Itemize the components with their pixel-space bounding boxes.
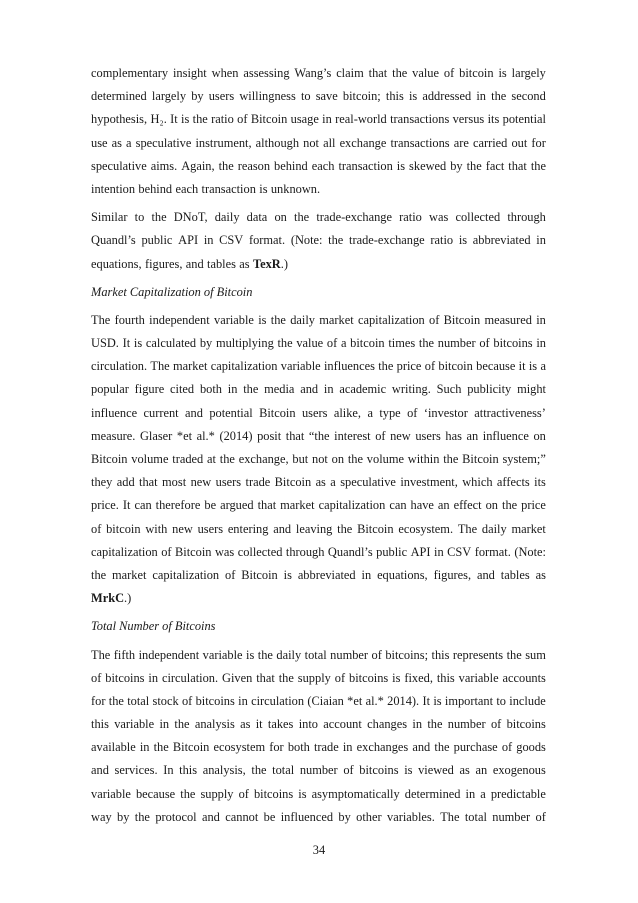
- text-line: available in the Bitcoin ecosystem for both trade in exchanges and the purchase of goods: [91, 740, 546, 755]
- text-line: of bitcoins in circulation. Given that the supply of bitcoins is fixed, this variable accounts: [91, 670, 546, 685]
- text-line: Similar to the DNoT, daily data on the trade-exchange ratio was collected through: [91, 210, 546, 225]
- text-line: for the total stock of bitcoins in circulation (Ciaian *et al.* 2014). It is important to include: [91, 693, 546, 708]
- text-line: MrkC.): [91, 591, 132, 606]
- text-line: of bitcoin with new users entering and leaving the Bitcoin ecosystem. The daily market: [91, 521, 546, 536]
- text-line: the market capitalization of Bitcoin is abbreviated in equations, figures, and tables as: [91, 567, 546, 582]
- text-line: equations, figures, and tables as TexR.): [91, 256, 288, 271]
- text-line: capitalization of Bitcoin was collected through Quandl’s public API in CSV format. (Note:: [91, 544, 546, 559]
- paragraph: [91, 62, 546, 201]
- text-line: hypothesis, H₂. It is the ratio of Bitcoin usage in real-world transactions versus its potential: [91, 112, 546, 127]
- paragraph: [91, 206, 546, 276]
- paragraph: [91, 644, 546, 830]
- text-line: Quandl’s public API in CSV format. (Note: the trade-exchange ratio is abbreviated in: [91, 233, 546, 248]
- text-line: price. It can therefore be argued that market capitalization can have an effect on the price: [91, 498, 546, 513]
- text-line: measure. Glaser *et al.* (2014) posit that “the interest of new users has an influence on: [91, 428, 546, 443]
- text-line: they add that most new users trade Bitcoin as a speculative investment, which affects its: [91, 475, 546, 490]
- section-heading: Total Number of Bitcoins: [91, 619, 216, 634]
- text-line: use as a speculative instrument, although not all exchange transactions are carried out for: [91, 135, 546, 150]
- text-line: determined largely by users willingness to save bitcoin; this is addressed in the second: [91, 89, 546, 104]
- text-line: circulation. The market capitalization variable influences the price of bitcoin because it is a: [91, 359, 546, 374]
- text-line: popular figure cited both in the media and in academic writing. Such publicity might: [91, 382, 546, 397]
- text-line: and services. In this analysis, the total number of bitcoins is viewed as an exogenous: [91, 763, 546, 778]
- text-line: this variable in the analysis as it takes into account changes in the number of bitcoins: [91, 717, 546, 732]
- section-heading: Market Capitalization of Bitcoin: [91, 284, 253, 299]
- text-line: Bitcoin volume traded at the exchange, but not on the volume within the Bitcoin system;”: [91, 452, 546, 466]
- text-line: intention behind each transaction is unknown.: [91, 181, 321, 196]
- text-line: speculative aims. Again, the reason behind each transaction is skewed by the fact that the: [91, 158, 546, 173]
- text-line: The fourth independent variable is the daily market capitalization of Bitcoin measured in: [91, 312, 546, 327]
- text-line: USD. It is calculated by multiplying the value of a bitcoin times the number of bitcoins in: [91, 336, 546, 351]
- paragraph: [91, 309, 546, 610]
- text-line: variable because the supply of bitcoins is asymptomatically determined in a predictable: [91, 786, 546, 801]
- text-line: complementary insight when assessing Wang’s claim that the value of bitcoin is largely: [91, 66, 546, 80]
- body-text: [91, 62, 546, 829]
- text-line: The fifth independent variable is the daily total number of bitcoins; this represents the sum: [91, 647, 546, 662]
- text-line: influence current and potential Bitcoin users alike, a type of ‘investor attractiveness’: [91, 405, 546, 420]
- page-number: 34: [312, 843, 326, 857]
- text-line: way by the protocol and cannot be influenced by other variables. The total number of: [91, 809, 546, 824]
